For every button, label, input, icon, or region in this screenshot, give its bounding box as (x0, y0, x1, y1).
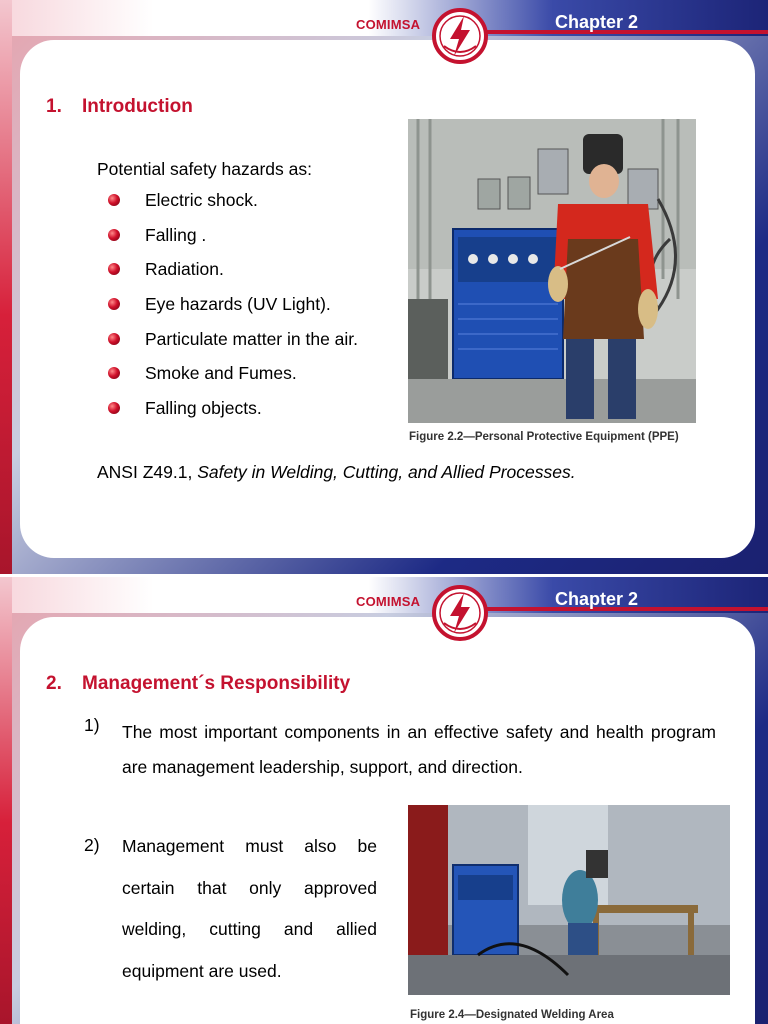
list-item: Falling . (108, 223, 358, 258)
section-title: Introduction (82, 96, 193, 117)
list-item: Radiation. (108, 257, 358, 292)
comimsa-logo-icon (430, 6, 490, 66)
brand-name: COMIMSA (356, 17, 421, 32)
bullet-icon (108, 194, 120, 206)
list-item: Electric shock. (108, 188, 358, 223)
list-item: Eye hazards (UV Light). (108, 292, 358, 327)
bullet-icon (108, 333, 120, 345)
bullet-icon (108, 229, 120, 241)
list-item: 1) The most important components in an effective safety and health program are management leadership, support, and direction. (84, 715, 716, 777)
section-number: 1. (46, 96, 62, 117)
bullet-icon (108, 298, 120, 310)
list-item: Smoke and Fumes. (108, 361, 358, 396)
ppe-welder-photo (408, 119, 696, 423)
section-heading (46, 96, 193, 118)
welding-area-photo (408, 805, 730, 995)
bullet-icon (108, 263, 120, 275)
figure-caption: Figure 2.2—Personal Protective Equipment (PPE) (409, 431, 679, 443)
section-number: 2. (46, 673, 62, 694)
list-item: Particulate matter in the air. (108, 327, 358, 362)
list-item: 2) Management must also be certain that only approved welding, cutting and allied equipment are used. (84, 835, 377, 981)
section-title: Management´s Responsibility (82, 673, 351, 694)
slide-management-responsibility (0, 577, 768, 1024)
comimsa-logo-icon (430, 583, 490, 643)
bullet-icon (108, 402, 120, 414)
section-heading (46, 673, 350, 695)
hazards-intro: Potential safety hazards as: (97, 159, 312, 179)
chapter-label: Chapter 2 (555, 589, 639, 609)
ansi-reference: ANSI Z49.1, Safety in Welding, Cutting, and Allied Processes. (97, 462, 576, 482)
slide-left-band (0, 577, 12, 1024)
brand-name: COMIMSA (356, 594, 421, 609)
chapter-label: Chapter 2 (555, 12, 639, 32)
bullet-icon (108, 367, 120, 379)
hazards-list (108, 188, 358, 431)
slide-left-band (0, 0, 12, 574)
list-item: Falling objects. (108, 396, 358, 431)
figure-caption: Figure 2.4—Designated Welding Area (410, 1009, 614, 1021)
